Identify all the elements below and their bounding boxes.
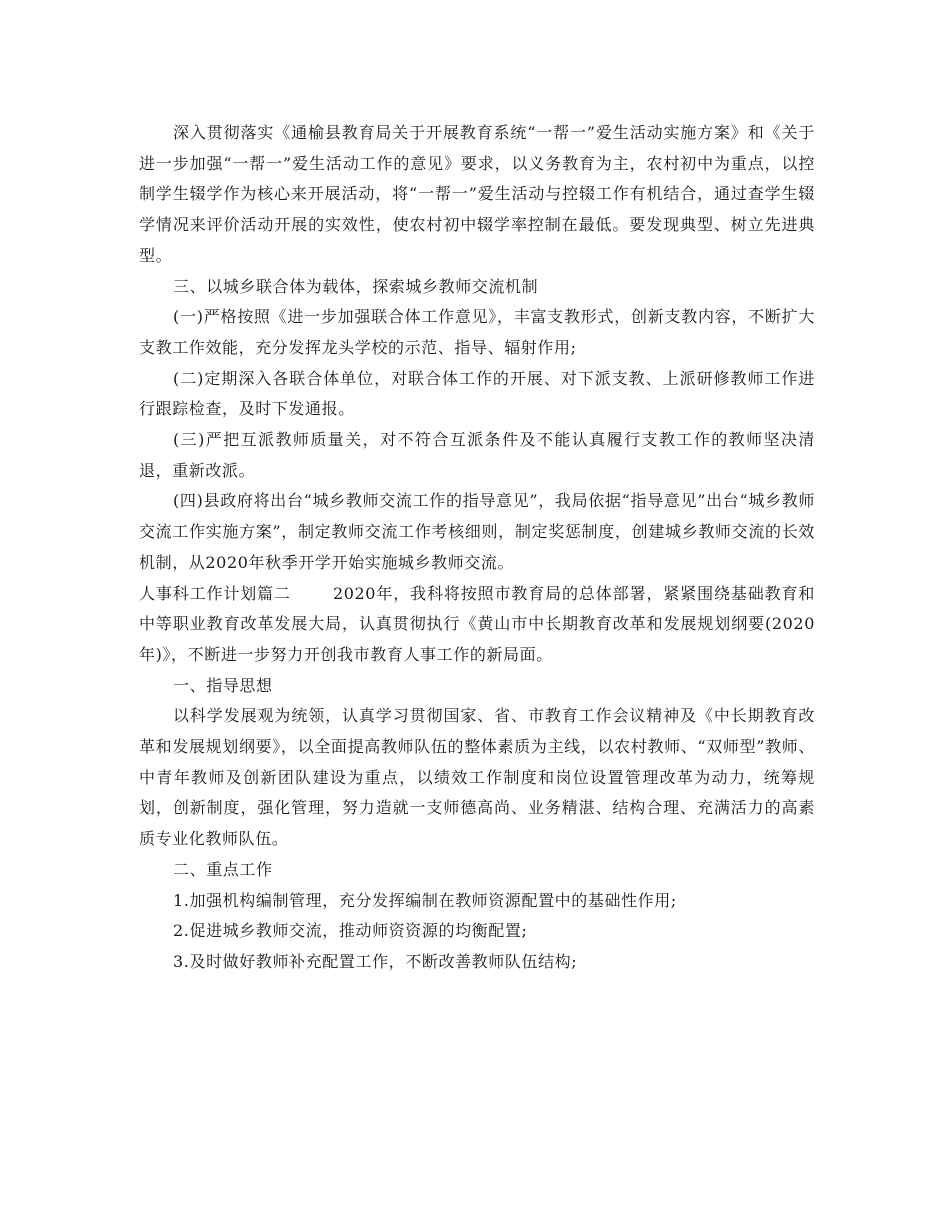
paragraph-item-2: (二)定期深入各联合体单位，对联合体工作的开展、对下派支教、上派研修教师工作进行跟踪检查，及时下发通报。 <box>139 368 815 419</box>
paragraph-item-3: (三)严把互派教师质量关，对不符合互派条件及不能认真履行支教工作的教师坚决清退，重新改派。 <box>139 430 815 480</box>
paragraph-guiding-thought: 以科学发展观为统领，认真学习贯彻国家、省、市教育工作会议精神及《中长期教育改革和发展规划纲要》，以全面提高教师队伍的整体素质为主线，以农村教师、“双师型”教师、中青年教师及创新团队建设为重点，以绩效工作制度和岗位设置管理改革为动力，统筹规划，创新制度，强化管理，努力造就一支师德高尚、业务精湛、结构合理、充满活力的高素质专业化教师队伍。 <box>139 706 815 849</box>
paragraph-item-4: (四)县政府将出台“城乡教师交流工作的指导意见”，我局依据“指导意见”出台“城乡教师交流工作实施方案”，制定教师交流工作考核细则，制定奖惩制度，创建城乡教师交流的长效机制，从2020年秋季开学开始实施城乡教师交流。 <box>139 491 815 572</box>
key-work-item-2: 2.促进城乡教师交流，推动师资资源的均衡配置; <box>173 921 528 941</box>
paragraph-1: 深入贯彻落实《通榆县教育局关于开展教育系统“一帮一”爱生活动实施方案》和《关于进一步加强“一帮一”爱生活动工作的意见》要求，以义务教育为主，农村初中为重点，以控制学生辍学作为核心来开展活动，将“一帮一”爱生活动与控辍工作有机结合，通过查学生辍学情况来评价活动开展的实效性，使农村初中辍学率控制在最低。要发现典型、树立先进典型。 <box>139 123 815 265</box>
plan-part-2-text: 2020年，我科将按照市教育局的总体部署，紧紧围绕基础教育和中等职业教育改革发展大局，认真贯彻执行《黄山市中长期教育改革和发展规划纲要(2020年)》，不断进一步努力开创我市教育人事工作的新局面。 <box>139 583 815 664</box>
paragraph-plan-part-2 <box>139 579 815 671</box>
section-heading-key-work: 二、重点工作 <box>173 859 273 879</box>
section-heading-guiding-thought: 一、指导思想 <box>173 675 273 695</box>
paragraph-item-1: (一)严格按照《进一步加强联合体工作意见》，丰富支教形式，创新支教内容，不断扩大支教工作效能，充分发挥龙头学校的示范、指导、辐射作用; <box>139 307 815 357</box>
section-heading-3: 三、以城乡联合体为载体，探索城乡教师交流机制 <box>173 276 539 296</box>
key-work-item-3: 3.及时做好教师补充配置工作，不断改善教师队伍结构; <box>173 951 578 971</box>
plan-part-2-heading: 人事科工作计划篇二 <box>139 583 291 603</box>
key-work-item-1: 1.加强机构编制管理，充分发挥编制在教师资源配置中的基础性作用; <box>173 890 677 910</box>
